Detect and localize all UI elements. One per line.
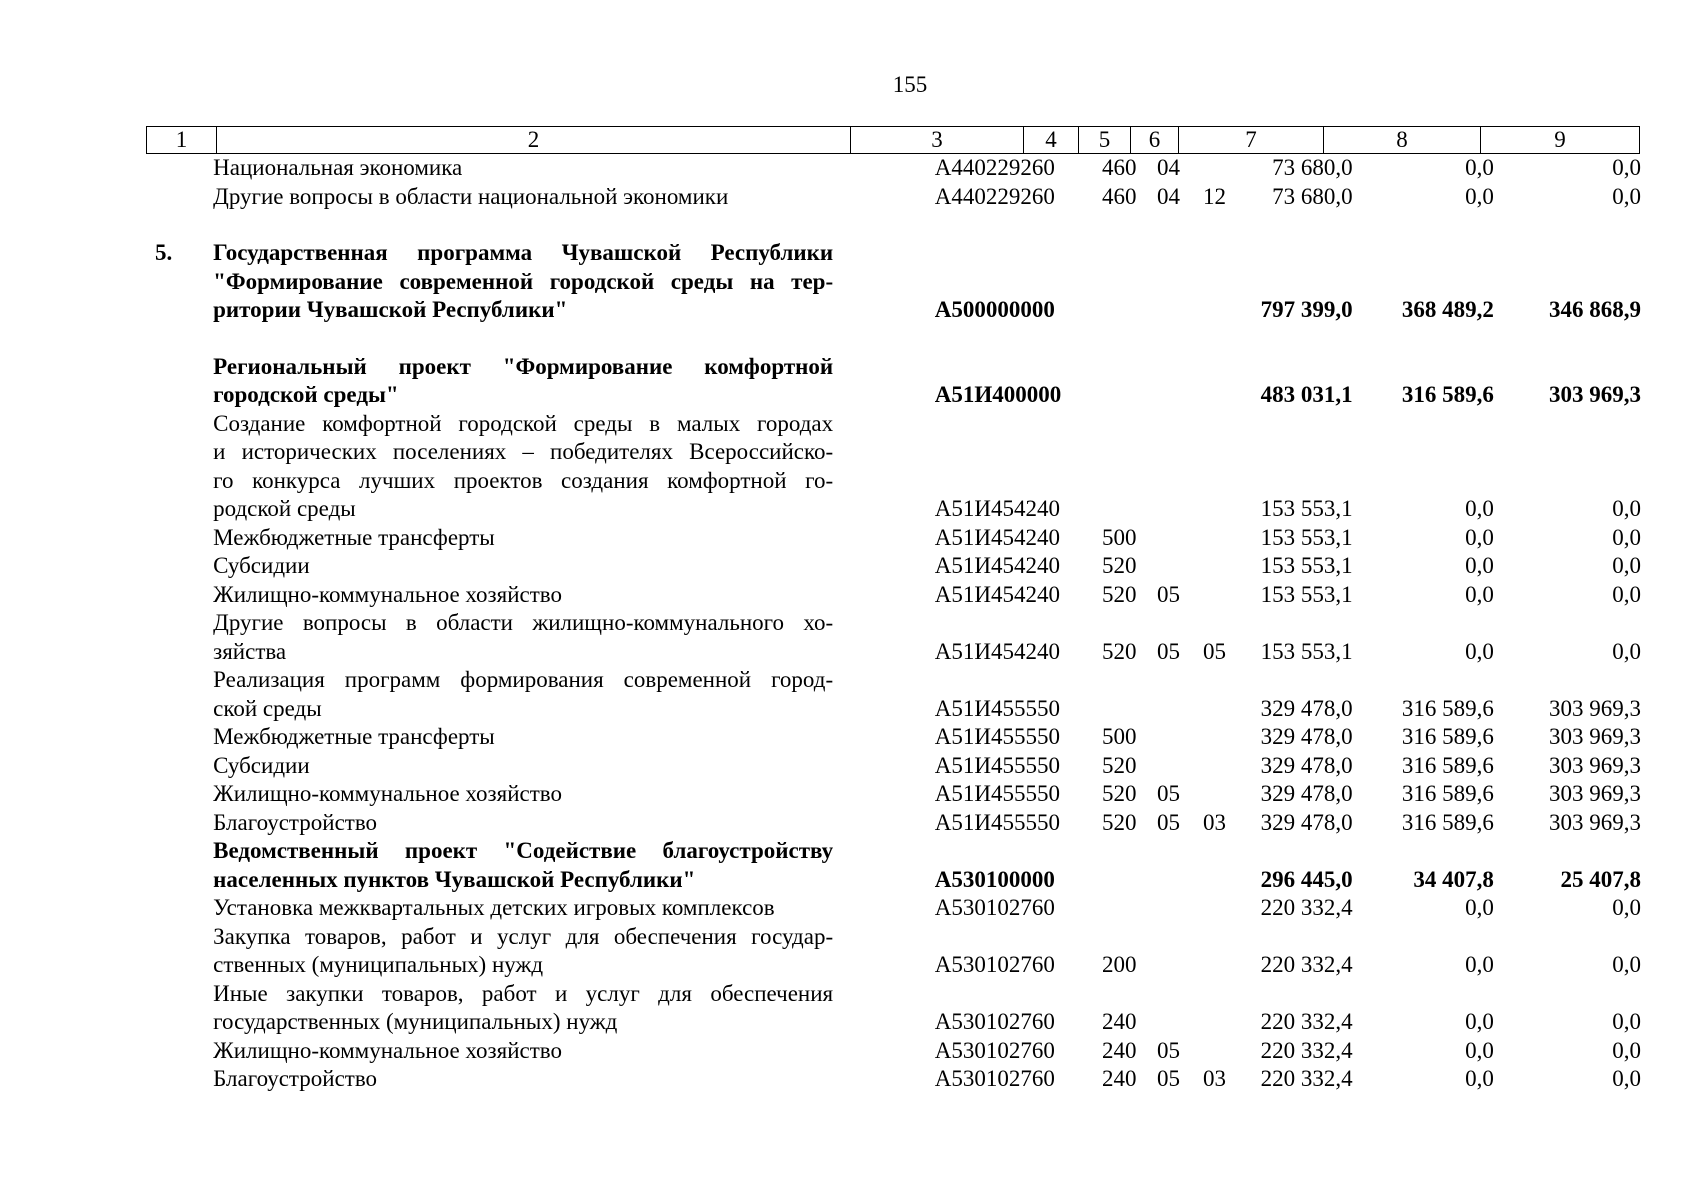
row-name: Межбюджетные трансферты xyxy=(213,524,495,550)
column-header-table xyxy=(146,126,1640,154)
row-rz: 04 xyxy=(1156,155,1180,180)
row-code: А530100000 xyxy=(934,866,1055,892)
row-name: Жилищно-коммунальное хозяйство xyxy=(213,781,562,806)
table-row xyxy=(146,752,1651,781)
row-code: А530102760 xyxy=(934,1009,1055,1034)
row-value-7: 296 445,0 xyxy=(1260,866,1353,892)
row-value-9: 346 868,9 xyxy=(1549,297,1641,322)
row-value-7: 329 478,0 xyxy=(1260,695,1353,721)
row-value-7: 153 553,1 xyxy=(1260,553,1353,578)
row-code: А530102760 xyxy=(934,895,1055,920)
row-value-9: 0,0 xyxy=(1612,1037,1641,1063)
row-code: А530102760 xyxy=(934,1066,1055,1091)
row-value-8: 316 589,6 xyxy=(1401,695,1494,721)
row-code: А51И455550 xyxy=(934,781,1060,806)
row-rz: 05 xyxy=(1156,638,1180,664)
row-value-7: 220 332,4 xyxy=(1260,895,1353,920)
table-row xyxy=(146,923,1651,980)
row-name: Государственная программа Чувашской Республики "Формирование современной городской среды на тер- ритории Чувашской Республики" xyxy=(213,240,834,322)
row-code: А51И454240 xyxy=(934,496,1060,521)
page-number: 155 xyxy=(892,72,928,97)
row-value-8: 0,0 xyxy=(1465,952,1494,977)
col-header-1: 1 xyxy=(147,127,217,154)
row-value-9: 0,0 xyxy=(1612,553,1641,578)
row-value-8: 0,0 xyxy=(1465,183,1494,209)
spacer xyxy=(146,325,1651,353)
row-rz: 04 xyxy=(1156,183,1180,209)
row-value-9: 303 969,3 xyxy=(1549,752,1641,778)
row-value-7: 153 553,1 xyxy=(1260,524,1353,550)
col-header-4: 4 xyxy=(1024,127,1079,154)
row-rz: 05 xyxy=(1156,1037,1180,1063)
table-row xyxy=(146,1037,1651,1066)
row-value-8: 316 589,6 xyxy=(1401,781,1494,806)
row-code: А51И455550 xyxy=(934,695,1060,721)
row-value-9: 303 969,3 xyxy=(1549,382,1641,407)
row-value-7: 329 478,0 xyxy=(1260,809,1353,835)
table-row xyxy=(146,581,1651,610)
row-value-7: 329 478,0 xyxy=(1260,752,1353,778)
table-row xyxy=(146,353,1651,410)
table-row xyxy=(146,609,1651,666)
row-code: А51И454240 xyxy=(934,581,1060,607)
row-name: Другие вопросы в области национальной экономики xyxy=(213,183,729,209)
row-value-7: 153 553,1 xyxy=(1260,496,1353,521)
table-row xyxy=(146,723,1651,752)
row-name: Жилищно-коммунальное хозяйство xyxy=(213,1037,562,1063)
row-value-9: 0,0 xyxy=(1612,155,1641,180)
row-value-9: 0,0 xyxy=(1612,895,1641,920)
row-vr: 200 xyxy=(1102,952,1137,977)
row-value-7: 483 031,1 xyxy=(1260,382,1353,407)
table-row xyxy=(146,780,1651,809)
row-code: А51И454240 xyxy=(934,524,1060,550)
col-header-3: 3 xyxy=(851,127,1024,154)
col-header-6: 6 xyxy=(1131,127,1179,154)
row-name: Другие вопросы в области жилищно-коммунального хо- зяйства xyxy=(213,610,834,664)
row-value-9: 303 969,3 xyxy=(1549,724,1641,749)
row-vr: 520 xyxy=(1102,581,1137,607)
row-value-9: 0,0 xyxy=(1612,581,1641,607)
row-value-9: 0,0 xyxy=(1612,1066,1641,1091)
row-name: Создание комфортной городской среды в малых городах и исторических поселениях – победителях Всероссийско- го конкурса лучших проектов создания комфортной го- родской среды xyxy=(213,410,834,521)
row-value-9: 0,0 xyxy=(1612,952,1641,977)
row-code: А530102760 xyxy=(934,952,1055,977)
row-vr: 240 xyxy=(1102,1066,1137,1091)
table-body xyxy=(146,154,1651,1094)
row-vr: 520 xyxy=(1102,553,1137,578)
row-code: А51И454240 xyxy=(934,553,1060,578)
row-value-8: 0,0 xyxy=(1465,553,1494,578)
table-row xyxy=(146,183,1651,212)
row-name: Закупка товаров, работ и услуг для обеспечения государ- ственных (муниципальных) нужд xyxy=(213,923,834,977)
table-row xyxy=(146,1065,1651,1094)
row-name: Благоустройство xyxy=(213,809,378,835)
row-value-7: 220 332,4 xyxy=(1260,1066,1353,1091)
row-name: Межбюджетные трансферты xyxy=(213,724,495,749)
row-value-9: 0,0 xyxy=(1612,638,1641,664)
row-rz: 05 xyxy=(1156,809,1180,835)
row-vr: 500 xyxy=(1102,524,1137,550)
table-row xyxy=(146,239,1651,325)
row-code: А51И455550 xyxy=(934,724,1060,749)
row-value-8: 316 589,6 xyxy=(1401,724,1494,749)
row-pr: 03 xyxy=(1203,809,1226,835)
row-rz: 05 xyxy=(1156,1066,1180,1091)
spacer xyxy=(146,211,1651,239)
row-value-9: 0,0 xyxy=(1612,524,1641,550)
row-code: А51И455550 xyxy=(934,809,1060,835)
row-value-8: 0,0 xyxy=(1465,524,1494,550)
row-value-9: 25 407,8 xyxy=(1560,866,1641,892)
row-value-7: 73 680,0 xyxy=(1272,155,1353,180)
col-header-5: 5 xyxy=(1079,127,1131,154)
row-value-9: 0,0 xyxy=(1612,183,1641,209)
row-value-8: 316 589,6 xyxy=(1401,809,1494,835)
row-name: Иные закупки товаров, работ и услуг для обеспечения государственных (муниципальных) нужд xyxy=(213,980,834,1034)
row-value-7: 329 478,0 xyxy=(1260,724,1353,749)
row-value-7: 220 332,4 xyxy=(1260,952,1353,977)
row-value-8: 0,0 xyxy=(1465,1009,1494,1034)
row-value-8: 0,0 xyxy=(1465,1037,1494,1063)
row-value-7: 153 553,1 xyxy=(1260,581,1353,607)
row-value-8: 0,0 xyxy=(1465,895,1494,920)
col-header-7: 7 xyxy=(1179,127,1324,154)
table-row xyxy=(146,154,1651,183)
row-name: Жилищно-коммунальное хозяйство xyxy=(213,581,562,607)
row-rz: 05 xyxy=(1156,581,1180,607)
row-value-7: 153 553,1 xyxy=(1260,638,1353,664)
table-row xyxy=(146,894,1651,923)
row-name: Региональный проект "Формирование комфортной городской среды" xyxy=(213,353,834,407)
row-value-7: 797 399,0 xyxy=(1260,297,1353,322)
table-row xyxy=(146,410,1651,524)
col-header-2: 2 xyxy=(217,127,851,154)
row-code: А51И454240 xyxy=(934,638,1060,664)
row-name: Установка межквартальных детских игровых комплексов xyxy=(213,895,775,920)
row-pr: 05 xyxy=(1203,638,1226,664)
row-name: Реализация программ формирования современной город- ской среды xyxy=(213,667,834,721)
row-value-8: 0,0 xyxy=(1465,1066,1494,1091)
table-row xyxy=(146,524,1651,553)
row-value-7: 220 332,4 xyxy=(1260,1037,1353,1063)
row-code: А440229260 xyxy=(934,183,1055,209)
row-value-7: 73 680,0 xyxy=(1272,183,1353,209)
row-code: А530102760 xyxy=(934,1037,1055,1063)
row-value-8: 316 589,6 xyxy=(1401,382,1494,407)
row-value-8: 368 489,2 xyxy=(1401,297,1494,322)
row-value-8: 0,0 xyxy=(1465,496,1494,521)
col-header-8: 8 xyxy=(1324,127,1481,154)
row-value-8: 34 407,8 xyxy=(1413,866,1494,892)
row-pr: 12 xyxy=(1203,183,1226,209)
row-code: А51И400000 xyxy=(934,382,1062,407)
col-header-9: 9 xyxy=(1481,127,1640,154)
row-value-9: 303 969,3 xyxy=(1549,695,1641,721)
row-value-7: 220 332,4 xyxy=(1260,1009,1353,1034)
row-value-8: 0,0 xyxy=(1465,155,1494,180)
row-vr: 520 xyxy=(1102,809,1137,835)
row-vr: 460 xyxy=(1102,183,1137,209)
row-vr: 500 xyxy=(1102,724,1137,749)
row-name: Субсидии xyxy=(213,752,310,778)
row-vr: 520 xyxy=(1102,638,1137,664)
row-vr: 520 xyxy=(1102,752,1137,778)
row-number: 5. xyxy=(155,240,173,265)
row-value-8: 0,0 xyxy=(1465,581,1494,607)
row-rz: 05 xyxy=(1156,781,1180,806)
row-value-9: 303 969,3 xyxy=(1549,809,1641,835)
row-name: Благоустройство xyxy=(213,1066,378,1091)
row-value-9: 0,0 xyxy=(1612,496,1641,521)
column-header-row xyxy=(147,127,1640,154)
row-name: Субсидии xyxy=(213,553,310,578)
row-vr: 460 xyxy=(1102,155,1137,180)
row-name: Национальная экономика xyxy=(213,155,463,180)
row-value-9: 303 969,3 xyxy=(1549,781,1641,806)
table-row xyxy=(146,552,1651,581)
row-value-7: 329 478,0 xyxy=(1260,781,1353,806)
row-code: А51И455550 xyxy=(934,752,1060,778)
table-row xyxy=(146,809,1651,838)
row-vr: 240 xyxy=(1102,1009,1137,1034)
row-name: Ведомственный проект "Содействие благоустройству населенных пунктов Чувашской Республики" xyxy=(213,838,834,892)
row-value-8: 0,0 xyxy=(1465,638,1494,664)
table-row xyxy=(146,980,1651,1037)
row-vr: 240 xyxy=(1102,1037,1137,1063)
row-value-8: 316 589,6 xyxy=(1401,752,1494,778)
row-value-9: 0,0 xyxy=(1612,1009,1641,1034)
table-row xyxy=(146,666,1651,723)
table-row xyxy=(146,837,1651,894)
row-code: А440229260 xyxy=(934,155,1055,180)
row-vr: 520 xyxy=(1102,781,1137,806)
row-code: А500000000 xyxy=(934,297,1055,322)
row-pr: 03 xyxy=(1203,1066,1226,1091)
